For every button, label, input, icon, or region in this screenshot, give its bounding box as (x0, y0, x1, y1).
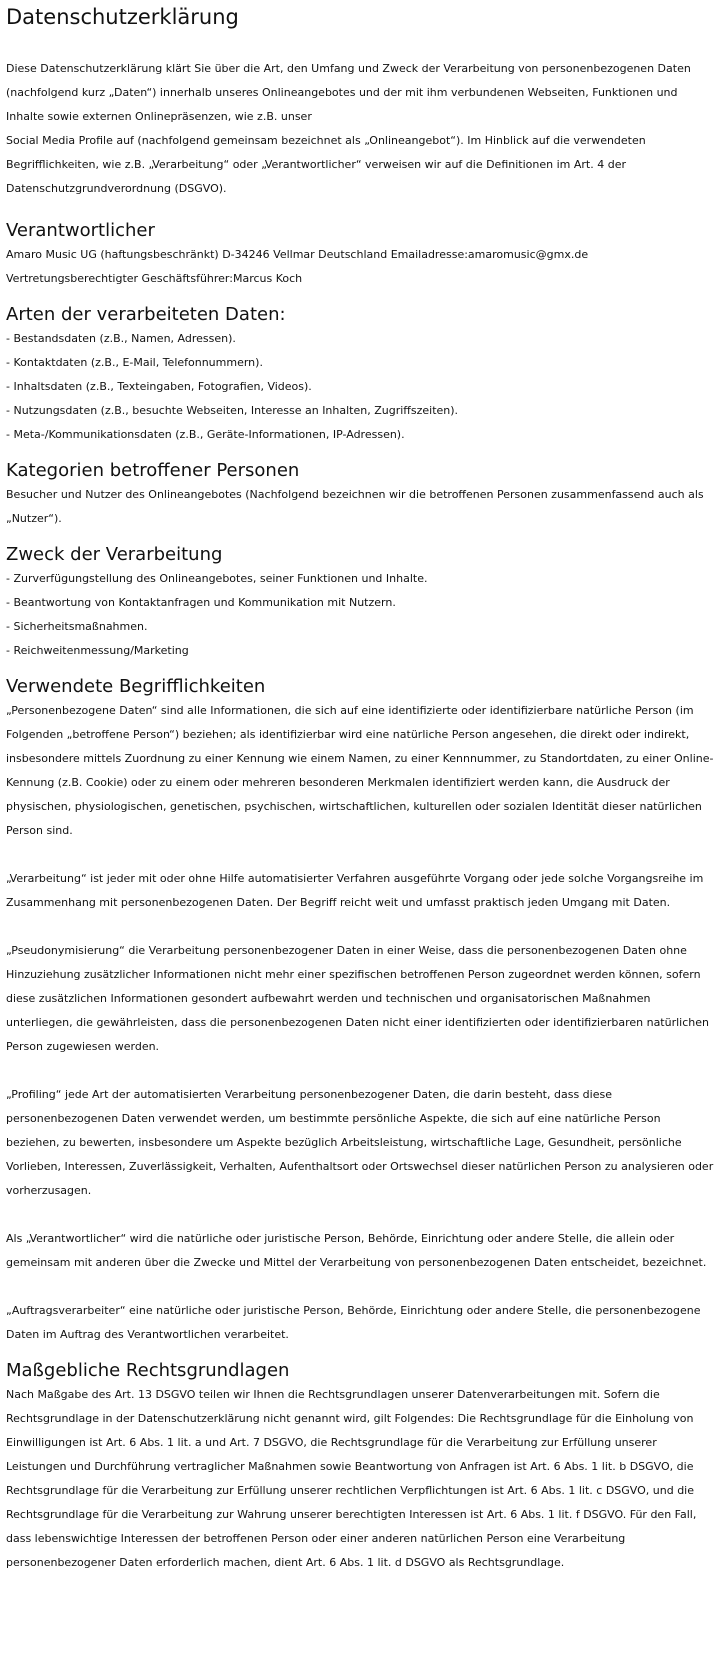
definition-paragraph: Als „Verantwortlicher“ wird die natürliche oder juristische Person, Behörde, Einrichtung oder andere Stelle, die allein oder gemeinsam mit anderen über die Zwecke und Mittel der Verarbeitung von personenbezogenen Daten entscheidet, bezeichnet. (6, 1232, 707, 1269)
list-item: - Beantwortung von Kontaktanfragen und Kommunikation mit Nutzern. (6, 596, 396, 609)
section-rechtsgrundlagen (6, 1359, 717, 1575)
definition-paragraph: „Personenbezogene Daten“ sind alle Informationen, die sich auf eine identifizierte oder identifizierbare natürliche Person (im Folgenden „betroffene Person“) beziehen; als identifizierbar wird eine natürliche Person angesehen, die direkt oder indirekt, insbesondere mittels Zuordnung zu einer Kennung wie einem Namen, zu einer Kennnummer, zu Standortdaten, zu einer Online-Kennung (z.B. Cookie) oder zu einem oder mehreren besonderen Merkmalen identifiziert werden kann, die Ausdruck der physischen, physiologischen, genetischen, psychischen, wirtschaftlichen, kulturellen oder sozialen Identität dieser natürlichen Person sind. (6, 704, 714, 837)
section-text: Nach Maßgabe des Art. 13 DSGVO teilen wir Ihnen die Rechtsgrundlagen unserer Datenverarbeitungen mit. Sofern die Rechtsgrundlage in der Datenschutzerklärung nicht genannt wird, gilt Folgendes: Die Rechtsgrundlage für die Einholung von Einwilligungen ist Art. 6 Abs. 1 lit. a und Art. 7 DSGVO, die Rechtsgrundlage für die Verarbeitung zur Erfüllung unserer Leistungen und Durchführung vertraglicher Maßnahmen sowie Beantwortung von Anfragen ist Art. 6 Abs. 1 lit. b DSGVO, die Rechtsgrundlage für die Verarbeitung zur Erfüllung unserer rechtlichen Verpflichtungen ist Art. 6 Abs. 1 lit. c DSGVO, und die Rechtsgrundlage für die Verarbeitung zur Wahrung unserer berechtigten Interessen ist Art. 6 Abs. 1 lit. f DSGVO. Für den Fall, dass lebenswichtige Interessen der betroffenen Person oder einer anderen natürlichen Person eine Verarbeitung personenbezogener Daten erforderlich machen, dient Art. 6 Abs. 1 lit. d DSGVO als Rechtsgrundlage. (6, 1388, 697, 1569)
section-arten (6, 303, 717, 447)
list-item: - Sicherheitsmaßnahmen. (6, 620, 148, 633)
section-begriffe (6, 675, 717, 1347)
section-heading: Verantwortlicher (6, 220, 155, 241)
definition-paragraph: „Auftragsverarbeiter“ eine natürliche oder juristische Person, Behörde, Einrichtung oder andere Stelle, die personenbezogene Daten im Auftrag des Verantwortlichen verarbeitet. (6, 1304, 701, 1341)
controller-address: Amaro Music UG (haftungsbeschränkt) D-34246 Vellmar Deutschland Emailadresse:amaromusic@gmx.de (6, 248, 589, 261)
section-zweck (6, 543, 717, 663)
section-kategorien (6, 459, 717, 531)
list-item: - Kontaktdaten (z.B., E-Mail, Telefonnummern). (6, 356, 263, 369)
section-text: Besucher und Nutzer des Onlineangebotes (Nachfolgend bezeichnen wir die betroffenen Personen zusammenfassend auch als „Nutzer“). (6, 488, 704, 525)
list-item: - Bestandsdaten (z.B., Namen, Adressen). (6, 332, 236, 345)
section-heading: Kategorien betroffener Personen (6, 460, 300, 481)
section-heading: Maßgebliche Rechtsgrundlagen (6, 1360, 290, 1381)
section-heading: Verwendete Begrifflichkeiten (6, 676, 266, 697)
definition-paragraph: „Profiling“ jede Art der automatisierten Verarbeitung personenbezogener Daten, die darin besteht, dass diese personenbezogenen Daten verwendet werden, um bestimmte persönliche Aspekte, die sich auf eine natürliche Person beziehen, zu bewerten, insbesondere um Aspekte bezüglich Arbeitsleistung, wirtschaftliche Lage, Gesundheit, persönliche Vorlieben, Interessen, Zuverlässigkeit, Verhalten, Aufenthaltsort oder Ortswechsel dieser natürlichen Person zu analysieren oder vorherzusagen. (6, 1088, 714, 1197)
list-item: - Zurverfügungstellung des Onlineangebotes, seiner Funktionen und Inhalte. (6, 572, 428, 585)
section-heading: Arten der verarbeiteten Daten: (6, 304, 286, 325)
section-verantwortlicher (6, 219, 717, 291)
intro-section (6, 57, 717, 201)
definition-paragraph: „Pseudonymisierung“ die Verarbeitung personenbezogener Daten in einer Weise, dass die personenbezogenen Daten ohne Hinzuziehung zusätzlicher Informationen nicht mehr einer spezifischen betroffenen Person zugeordnet werden können, sofern diese zusätzlichen Informationen gesondert aufbewahrt werden und technischen und organisatorischen Maßnahmen unterliegen, die gewährleisten, dass die personenbezogenen Daten nicht einer identifizierten oder identifizierbaren natürlichen Person zugewiesen werden. (6, 944, 709, 1053)
list-item: - Meta-/Kommunikationsdaten (z.B., Geräte-Informationen, IP-Adressen). (6, 428, 405, 441)
list-item: - Reichweitenmessung/Marketing (6, 644, 189, 657)
section-heading: Zweck der Verarbeitung (6, 544, 223, 565)
list-item: - Inhaltsdaten (z.B., Texteingaben, Fotografien, Videos). (6, 380, 312, 393)
definition-paragraph: „Verarbeitung“ ist jeder mit oder ohne Hilfe automatisierter Verfahren ausgeführte Vorgang oder jede solche Vorgangsreihe im Zusammenhang mit personenbezogenen Daten. Der Begriff reicht weit und umfasst praktisch jeden Umgang mit Daten. (6, 872, 704, 909)
intro-paragraph: Diese Datenschutzerklärung klärt Sie über die Art, den Umfang und Zweck der Verarbeitung von personenbezogenen Daten (nachfolgend kurz „Daten“) innerhalb unseres Onlineangebotes und der mit ihm verbundenen Webseiten, Funktionen und Inhalte sowie externen Onlinepräsenzen, wie z.B. unser (6, 62, 691, 123)
list-item: - Nutzungsdaten (z.B., besuchte Webseiten, Interesse an Inhalten, Zugriffszeiten). (6, 404, 459, 417)
intro-paragraph: Social Media Profile auf (nachfolgend gemeinsam bezeichnet als „Onlineangebot“). Im Hinblick auf die verwendeten Begrifflichkeiten, wie z.B. „Verarbeitung“ oder „Verantwortlicher“ verweisen wir auf die Definitionen im Art. 4 der Datenschutzgrundverordnung (DSGVO). (6, 134, 646, 195)
controller-representative: Vertretungsberechtigter Geschäftsführer:Marcus Koch (6, 272, 303, 285)
page-title: Datenschutzerklärung (6, 5, 239, 29)
